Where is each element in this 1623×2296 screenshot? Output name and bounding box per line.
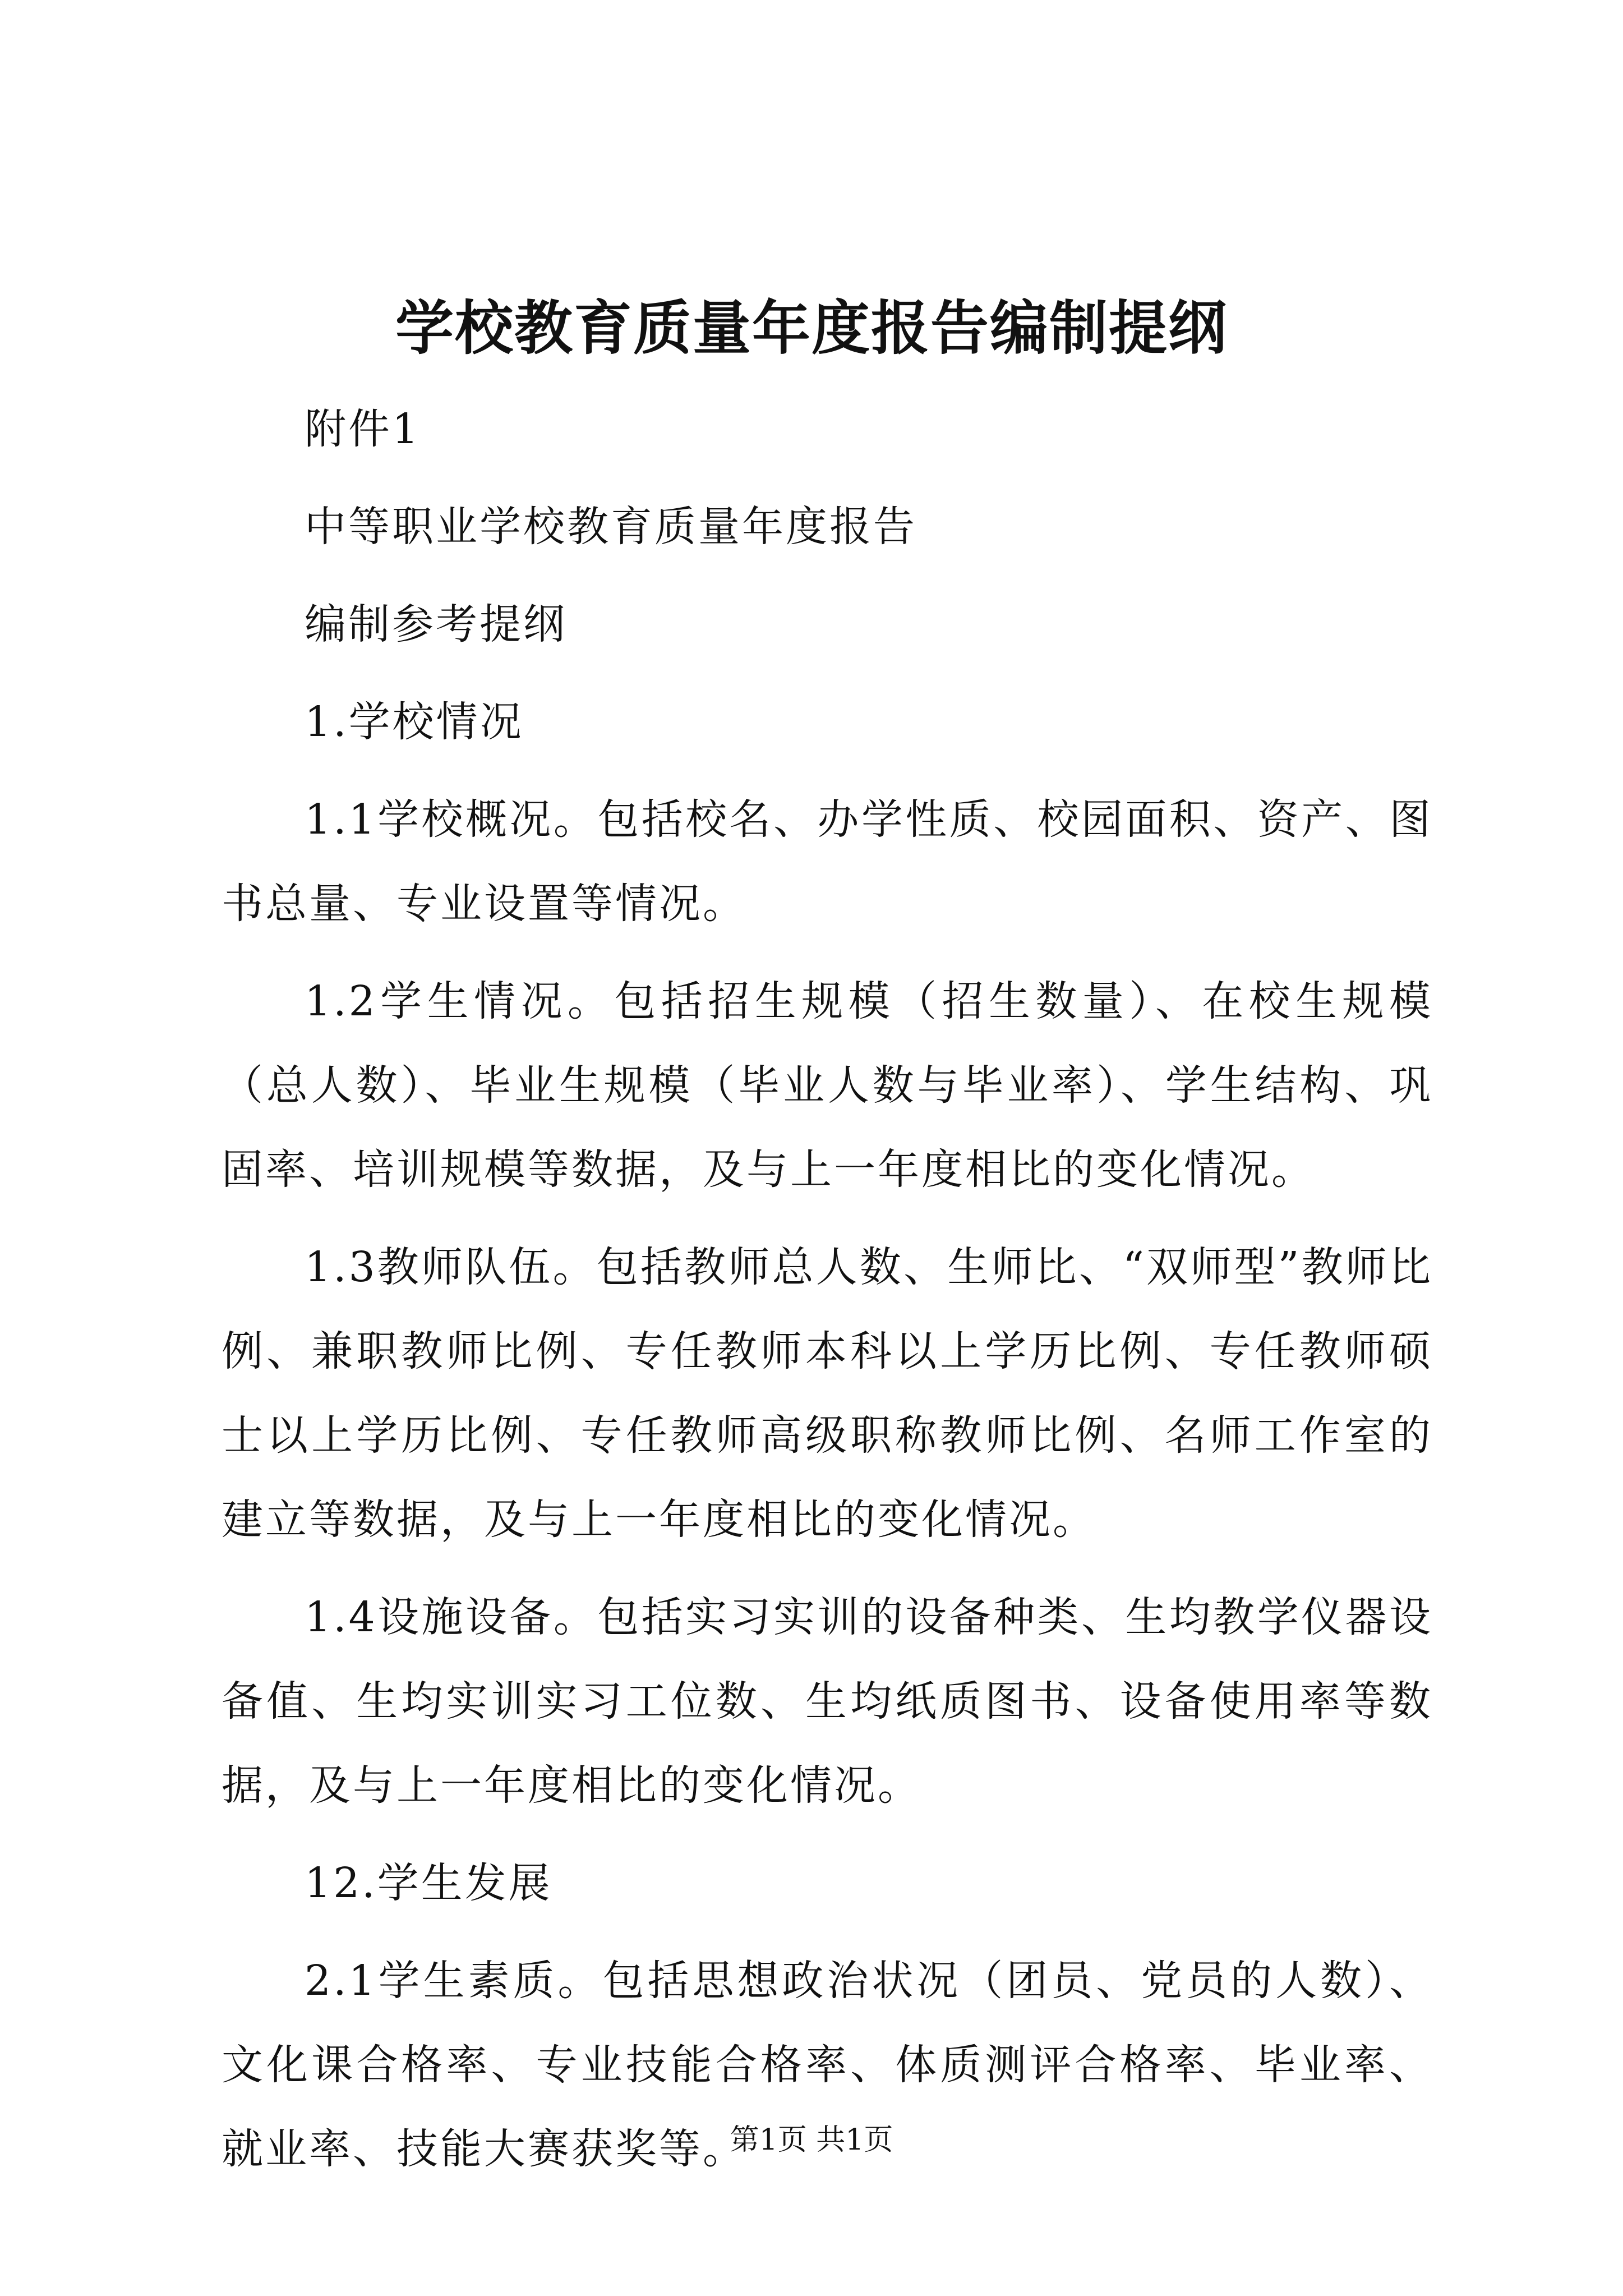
paragraph-outline-label: 编制参考提纲 xyxy=(305,600,567,648)
section-heading-student-development: 12.学生发展 xyxy=(305,1859,552,1907)
paragraph-attachment: 附件1 xyxy=(305,405,421,453)
paragraph-student-situation: 1.2学生情况。包括招生规模（招生数量）、在校生规模（总人数）、毕业生规模（毕业人数与毕业率）、学生结构、巩固率、培训规模等数据，及与上一年度相比的变化情况。 xyxy=(222,977,1433,1194)
paragraph-student-quality: 2.1学生素质。包括思想政治状况（团员、党员的人数）、文化课合格率、专业技能合格率、体质测评合格率、毕业率、就业率、技能大赛获奖等。 xyxy=(222,1957,1433,2173)
document-body xyxy=(222,387,1433,2205)
paragraph-school-overview: 1.1学校概况。包括校名、办学性质、校园面积、资产、图书总量、专业设置等情况。 xyxy=(222,795,1433,928)
page-title: 学校教育质量年度报告编制提纲 xyxy=(395,293,1228,362)
paragraph-report-name: 中等职业学校教育质量年度报告 xyxy=(305,503,917,551)
page-footer: 第1页 共1页 xyxy=(730,2123,893,2157)
paragraph-facilities: 1.4设施设备。包括实习实训的设备种类、生均教学仪器设备值、生均实训实习工位数、生均纸质图书、设备使用率等数据，及与上一年度相比的变化情况。 xyxy=(222,1593,1433,1810)
paragraph-teacher-team: 1.3教师队伍。包括教师总人数、生师比、“双师型”教师比例、兼职教师比例、专任教师本科以上学历比例、专任教师硕士以上学历比例、专任教师高级职称教师比例、名师工作室的建立等数据，及与上一年度相比的变化情况。 xyxy=(222,1243,1433,1544)
section-heading-school: 1.学校情况 xyxy=(305,698,524,746)
